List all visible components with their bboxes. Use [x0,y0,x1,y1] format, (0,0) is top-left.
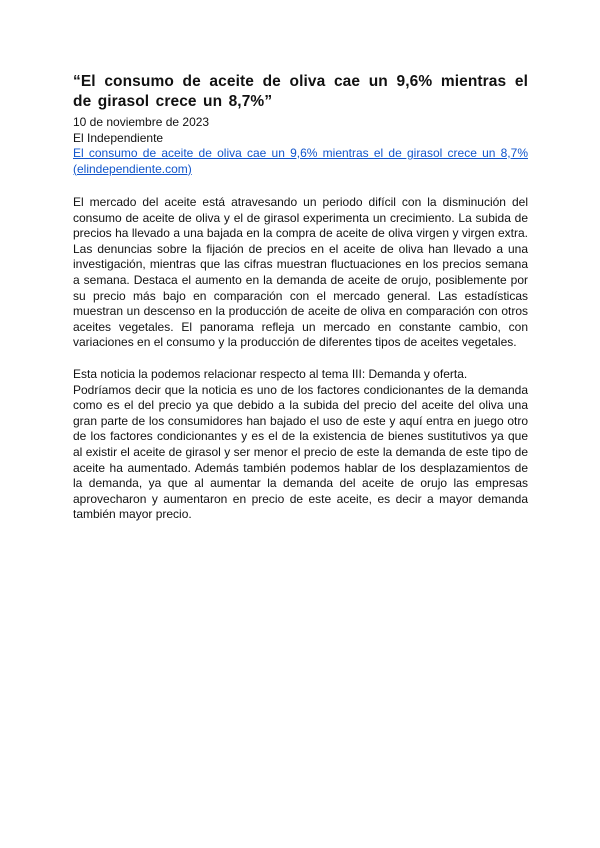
analysis-section [73,367,528,523]
document-page [73,72,528,523]
article-title: “El consumo de aceite de oliva cae un 9,6% mientras el de girasol crece un 8,7%” [73,73,528,110]
article-link[interactable]: El consumo de aceite de oliva cae un 9,6% mientras el de girasol crece un 8,7% (elindependiente.com) [73,146,528,176]
article-meta [73,114,528,146]
relation-intro: Esta noticia la podemos relacionar respecto al tema III: Demanda y oferta. [73,366,468,381]
article-source: El Independiente [73,131,164,145]
summary-paragraph: El mercado del aceite está atravesando un periodo difícil con la disminución del consumo de aceite de oliva y el de girasol experimenta un crecimiento. La subida de precios ha llevado a una bajada en la compra de aceite de oliva virgen y virgen extra. Las denuncias sobre la fijación de precios en el aceite de oliva han llevado a una investigación, mientras que las cifras muestran fluctuaciones en los precios semana a semana. Destaca el aumento en la demanda de aceite de orujo, posiblemente por su precio más bajo en comparación con el mercado general. Las estadísticas muestran un descenso en la producción de aceite de oliva en comparación con otros aceites vegetales. El panorama refleja un mercado en constante cambio, con variaciones en el consumo y la producción de diferentes tipos de aceites vegetales. [73,195,528,350]
article-date: 10 de noviembre de 2023 [73,115,210,129]
analysis-paragraph: Podríamos decir que la noticia es uno de los factores condicionantes de la demanda como es el del precio ya que debido a la subida del precio del aceite del oliva una gran parte de los consumidores han bajado el uso de este y aquí entra en juego otro de los factores condicionantes y es el de la existencia de bienes sustitutivos ya que al existir el aceite de girasol y ser menor el precio de este la demanda de este tipo de aceite ha aumentado. Además también podemos hablar de los desplazamientos de la demanda, ya que al aumentar la demanda del aceite de orujo las empresas aprovecharon y aumentaron en precio de este aceite, es decir a mayor demanda también mayor precio. [73,382,528,522]
